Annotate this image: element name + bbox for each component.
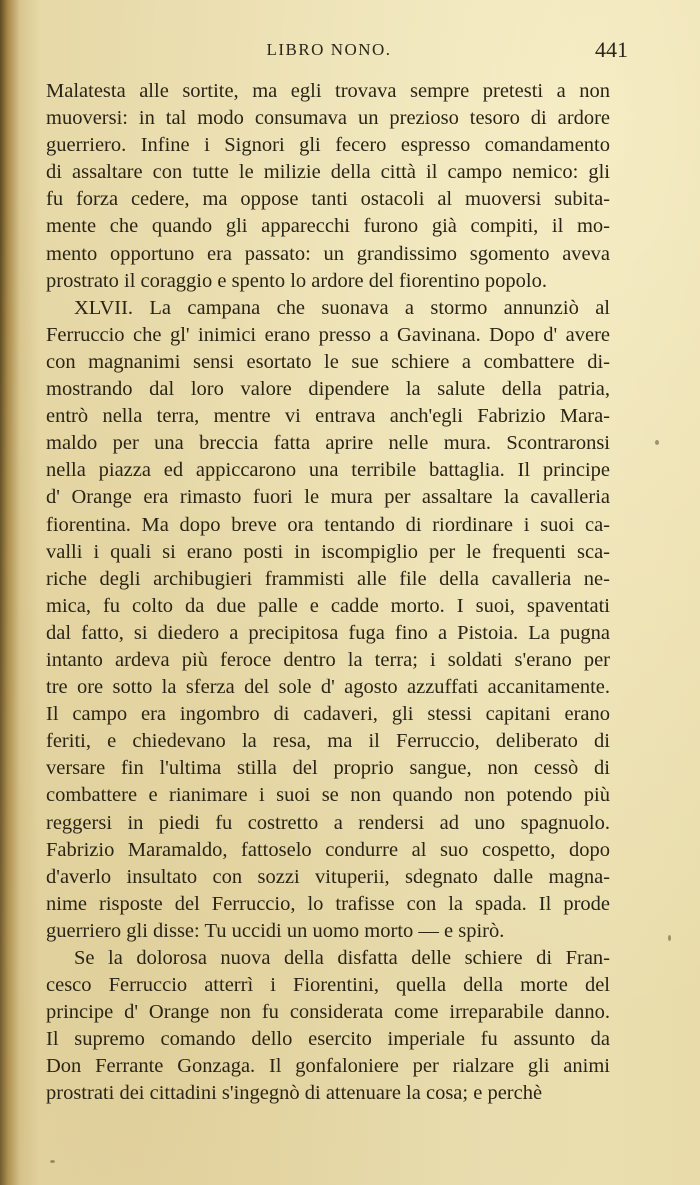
text-line: prostrato il coraggio e spento lo ardore del fiorentino popolo. [46,269,547,292]
text-line: Il campo era ingombro di cadaveri, gli stessi capitani erano [46,703,610,726]
text-line: guerriero. Infine i Signori gli fecero espresso comandamento [46,134,610,157]
text-line: cesco Ferruccio atterrì i Fiorentini, quella della morte del [46,974,610,997]
paper-speck [668,935,671,941]
text-line: fiorentina. Ma dopo breve ora tentando di riordinare i suoi ca- [46,513,610,536]
text-line: Fabrizio Maramaldo, fattoselo condurre al suo cospetto, dopo [46,838,610,861]
page-number: 441 [595,37,628,62]
text-line: fu forza cedere, ma oppose tanti ostacoli al muoversi subita- [46,188,610,211]
running-head: LIBRO NONO. [266,40,392,59]
text-line: mente che quando gli apparecchi furono già compiti, il mo- [46,215,610,238]
text-line: versare fin l'ultima stilla del proprio sangue, non cessò di [46,757,610,780]
text-line: mento opportuno era passato: un grandissimo sgomento aveva [46,242,610,265]
text-line: mica, fu colto da due palle e cadde morto. I suoi, spaventati [46,594,610,617]
text-line: maldo per una breccia fatta aprire nelle mura. Scontraronsi [46,432,610,455]
text-line: feriti, e chiedevano la resa, ma il Ferruccio, deliberato di [46,730,610,753]
text-line: guerriero gli disse: Tu uccidi un uomo morto — e spirò. [46,919,505,942]
text-line: Il supremo comando dello esercito imperiale fu assunto da [46,1028,610,1051]
text-line: di assaltare con tutte le milizie della città il campo nemico: gli [46,161,610,184]
paragraph [46,295,610,945]
text-line: con magnanimi sensi esortato le sue schiere a combattere di- [46,350,610,373]
text-line: d'averlo insultato con sozzi vituperii, sdegnato dalle magna- [46,865,610,888]
page-header [46,37,628,68]
text-line: d' Orange era rimasto fuori le mura per assaltare la cavalleria [46,486,610,509]
paper-speck [655,440,659,445]
text-line: combattere e rianimare i suoi se non quando non potendo più [46,784,610,807]
text-line: principe d' Orange non fu considerata come irreparabile danno. [46,1001,610,1024]
text-line: nime risposte del Ferruccio, lo trafisse con la spada. Il prode [46,892,610,915]
paragraph [46,945,610,1108]
text-line: Se la dolorosa nuova della disfatta delle schiere di Fran- [74,947,610,969]
text-line: Ferruccio che gl' inimici erano presso a Gavinana. Dopo d' avere [46,323,610,346]
text-line: XLVII. La campana che suonava a stormo annunziò al [74,296,610,319]
text-line: Malatesta alle sortite, ma egli trovava sempre pretesti a non [46,80,610,102]
text-line: valli i quali si erano posti in iscompiglio per le frequenti sca- [46,540,610,563]
text-line: riche degli archibugieri frammisti alle file della cavalleria ne- [46,567,610,590]
text-line: Don Ferrante Gonzaga. Il gonfaloniere per rialzare gli animi [46,1055,610,1078]
paper-speck [50,1160,55,1163]
text-line: entrò nella terra, mentre vi entrava anch'egli Fabrizio Mara- [46,405,610,428]
text-line: reggersi in piedi fu costretto a rendersi ad uno spagnuolo. [46,811,610,834]
text-line: tre ore sotto la sferza del sole d' agosto azzuffati accanitamente. [46,676,610,699]
text-line: muoversi: in tal modo consumava un prezioso tesoro di ardore [46,107,610,130]
text-line: nella piazza ed appiccarono una terribile battaglia. Il principe [46,459,610,482]
paragraph [46,78,610,295]
text-line: intanto ardeva più feroce dentro la terra; i soldati s'erano per [46,648,610,671]
text-line: mostrando dal loro valore dipendere la salute della patria, [46,378,610,401]
body-text [46,78,610,1108]
text-line: prostrati dei cittadini s'ingegnò di attenuare la cosa; e perchè [46,1082,543,1105]
text-line: dal fatto, si diedero a precipitosa fuga fino a Pistoia. La pugna [46,621,610,644]
